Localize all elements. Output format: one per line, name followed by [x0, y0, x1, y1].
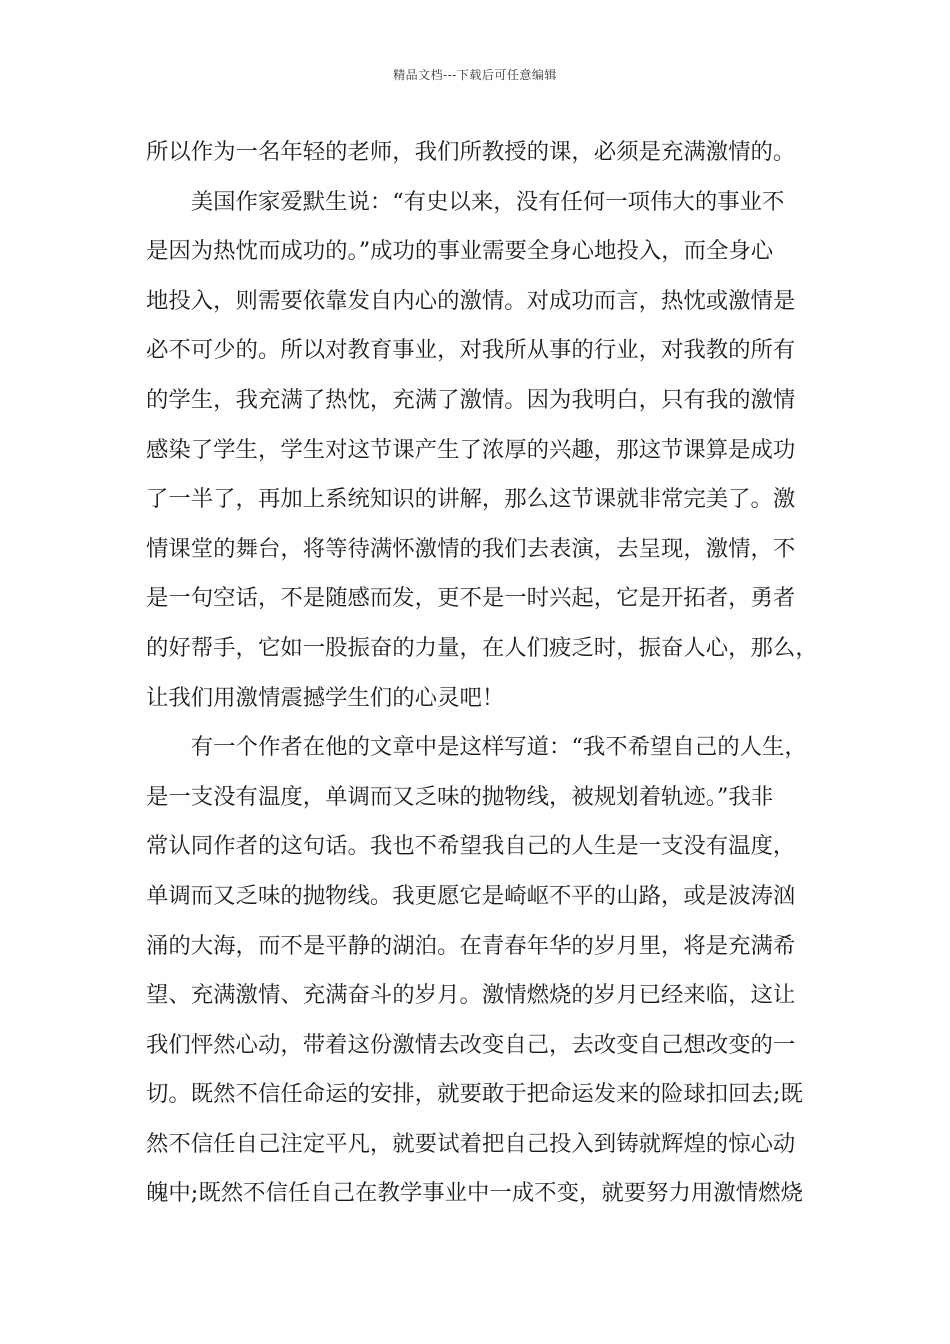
- text-line: 所以作为一名年轻的老师，我们所教授的课，必须是充满激情的。: [146, 139, 796, 165]
- page-header: 精品文档---下载后可任意编辑: [393, 68, 557, 82]
- text-line: 望、充满激情、充满奋斗的岁月。激情燃烧的岁月已经来临，这让: [146, 982, 796, 1009]
- text-line: 是一支没有温度，单调而又乏味的抛物线，被规划着轨迹。”我非: [146, 783, 774, 810]
- text-line: 是因为热忱而成功的。”成功的事业需要全身心地投入，而全身心: [146, 238, 774, 265]
- text-line: 单调而又乏味的抛物线。我更愿它是崎岖不平的山路，或是波涛汹: [146, 882, 796, 909]
- text-line: 常认同作者的这句话。我也不希望我自己的人生是一支没有温度，: [146, 833, 796, 860]
- text-line: 情课堂的舞台，将等待满怀激情的我们去表演，去呈现，激情，不: [146, 535, 796, 562]
- text-line: 是一句空话，不是随感而发，更不是一时兴起，它是开拓者，勇者: [146, 585, 796, 612]
- text-line: 然不信任自己注定平凡，就要试着把自己投入到铸就辉煌的惊心动: [146, 1130, 796, 1157]
- text-line: 必不可少的。所以对教育事业，对我所从事的行业，对我教的所有: [146, 337, 796, 364]
- text-line: 了一半了，再加上系统知识的讲解，那么这节课就非常完美了。激: [146, 486, 796, 513]
- text-line: 美国作家爱默生说：“有史以来，没有任何一项伟大的事业不: [146, 188, 785, 215]
- text-line: 魄中;既然不信任自己在教学事业中一成不变，就要努力用激情燃烧: [146, 1180, 803, 1207]
- text-line: 感染了学生，学生对这节课产生了浓厚的兴趣，那这节课算是成功: [146, 436, 796, 463]
- text-line: 涌的大海，而不是平静的湖泊。在青春年华的岁月里，将是充满希: [146, 932, 796, 959]
- text-line: 有一个作者在他的文章中是这样写道：“我不希望自己的人生，: [146, 734, 807, 761]
- text-line: 的学生，我充满了热忱，充满了激情。因为我明白，只有我的激情: [146, 386, 796, 413]
- text-line: 我们怦然心动，带着这份激情去改变自己，去改变自己想改变的一: [146, 1031, 796, 1058]
- text-line: 让我们用激情震撼学生们的心灵吧！: [146, 684, 505, 711]
- text-line: 切。既然不信任命运的安排，就要敢于把命运发来的险球扣回去;既: [146, 1081, 803, 1108]
- text-line: 的好帮手，它如一股振奋的力量，在人们疲乏时，振奋人心，那么，: [146, 634, 818, 661]
- text-line: 地投入，则需要依靠发自内心的激情。对成功而言，热忱或激情是: [146, 287, 796, 314]
- document-body: [146, 128, 826, 1219]
